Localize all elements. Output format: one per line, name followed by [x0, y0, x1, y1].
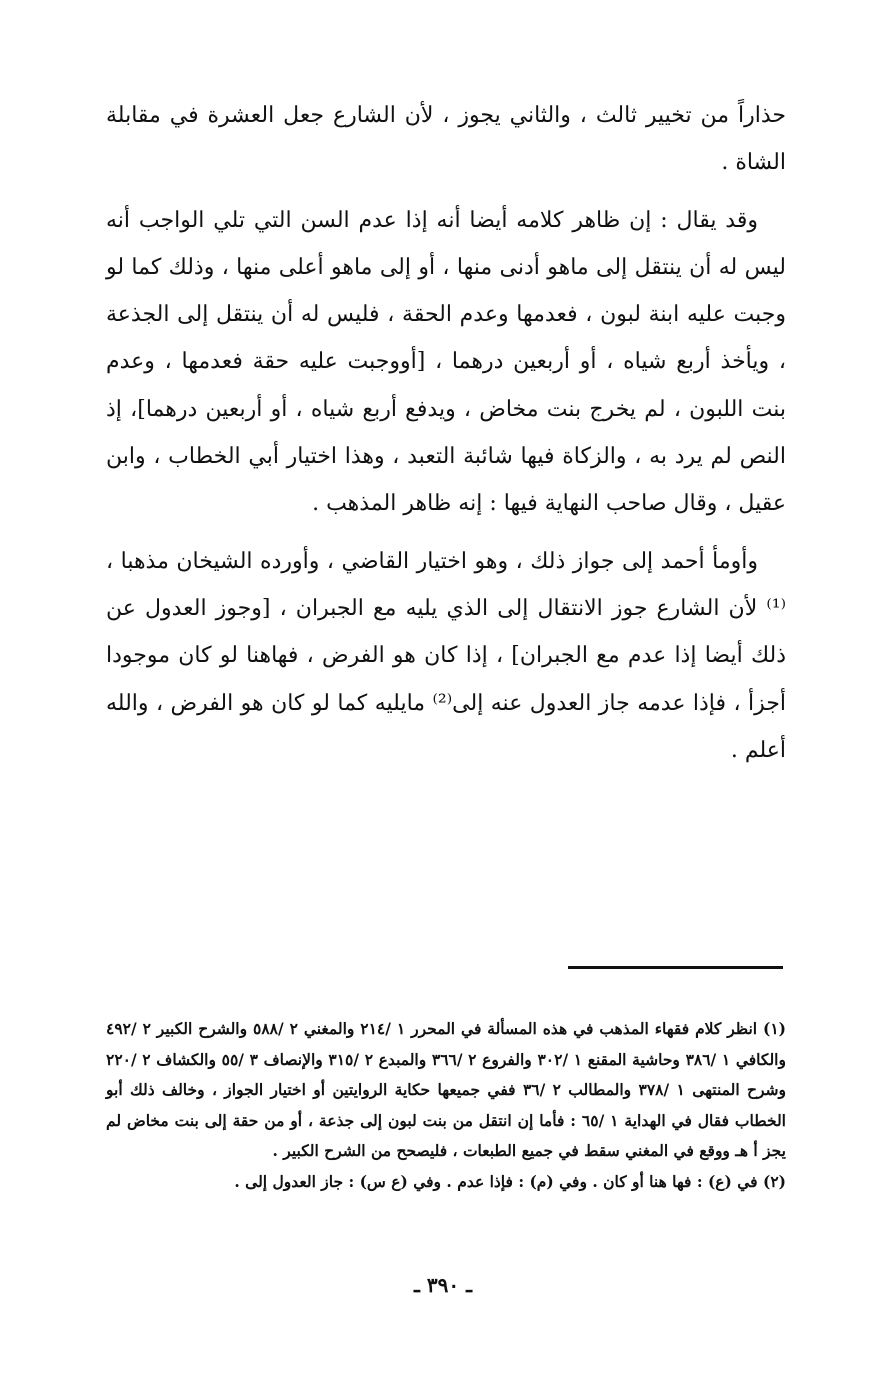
footnote-separator: [568, 966, 783, 969]
paragraph-3: وأومأ أحمد إلى جواز ذلك ، وهو اختيار القاضي ، وأورده الشيخان مذهبا ،⁽¹⁾ لأن الشارع جوز الانتقال إلى الذي يليه مع الجبران ، [وجوز العدول عن ذلك أيضا إذا عدم مع الجبران] ، إذا كان هو الفرض ، فهاهنا لو كان موجودا أجزأ ، فإذا عدمه جاز العدول عنه إلى⁽²⁾ مايليه كما لو كان هو الفرض ، والله أعلم .: [106, 548, 786, 763]
footnotes: [106, 1014, 786, 1197]
paragraph-1: حذاراً من تخيير ثالث ، والثاني يجوز ، لأن الشارع جعل العشرة في مقابلة الشاة .: [106, 103, 786, 176]
paragraph-2: وقد يقال : إن ظاهر كلامه أيضا أنه إذا عدم السن التي تلي الواجب أنه ليس له أن ينتقل إلى ماهو أدنى منها ، أو إلى ماهو أعلى منها ، وذلك كما لو وجبت عليه ابنة لبون ، فعدمها وعدم الحقة ، فليس له أن ينتقل إلى الجذعة ، ويأخذ أربع شياه ، أو أربعين درهما ، [أووجبت عليه حقة فعدمها ، وعدم بنت اللبون ، لم يخرج بنت مخاض ، ويدفع أربع شياه ، أو أربعين درهما]، إذ النص لم يرد به ، والزكاة فيها شائبة التعبد ، وهذا اختيار أبي الخطاب ، وابن عقيل ، وقال صاحب النهاية فيها : إنه ظاهر المذهب .: [106, 207, 786, 517]
footnote-1: (١) انظر كلام فقهاء المذهب في هذه المسألة في المحرر ١ /٢١٤ والمغني ٢ /٥٨٨ والشرح الكبير ٢ /٤٩٢ والكافي ١ /٣٨٦ وحاشية المقنع ١ /٣٠٢ والفروع ٢ /٣٦٦ والمبدع ٢ /٣١٥ والإنصاف ٣ /٥٥ والكشاف ٢ /٢٢٠ وشرح المنتهى ١ /٣٧٨ والمطالب ٢ /٣٦ ففي جميعها حكاية الروايتين أو اختيار الجواز ، وخالف ذلك أبو الخطاب فقال في الهداية ١ /٦٥ : فأما إن انتقل من بنت لبون إلى جذعة ، أو من حقة إلى بنت مخاض لم يجز أ هـ ووقع في المغني سقط في جميع الطبعات ، فليصحح من الشرح الكبير .: [106, 1019, 787, 1160]
page-number: ـ ٣٩٠ ـ: [414, 1273, 472, 1297]
footnote-2: (٢) في (ع) : فها هنا أو كان . وفي (م) : فإذا عدم . وفي (ع س) : جاز العدول إلى .: [234, 1171, 786, 1191]
main-text: [106, 92, 786, 784]
